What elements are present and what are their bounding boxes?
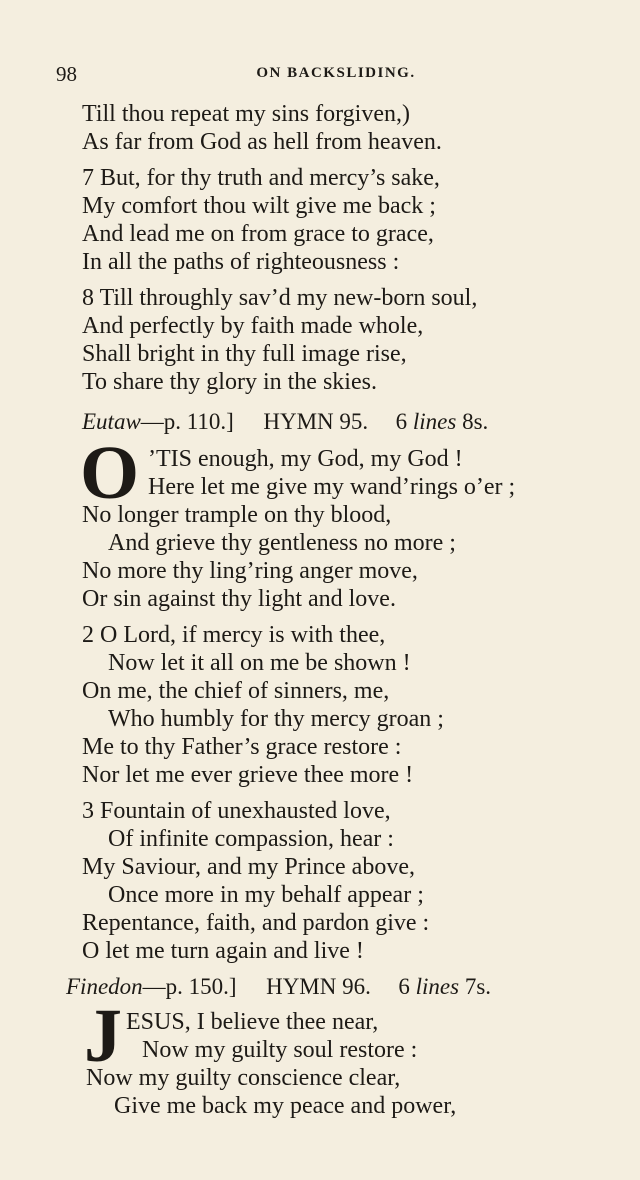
verse-line: Me to thy Father’s grace restore :: [82, 734, 402, 760]
lines-count: 6: [395, 409, 408, 434]
verse-line: Once more in my behalf appear ;: [108, 882, 424, 908]
tune-page-ref: —p. 150.]: [142, 974, 237, 999]
verse-line: In all the paths of righteousness :: [82, 249, 400, 275]
verse-line: O let me turn again and live !: [82, 938, 364, 964]
verse-line: And grieve thy gentleness no more ;: [108, 530, 456, 556]
verse-line: 7 But, for thy truth and mercy’s sake,: [82, 165, 440, 191]
verse-line: Who humbly for thy mercy groan ;: [108, 706, 444, 732]
drop-cap: O: [80, 431, 140, 515]
verse-line: Nor let me ever grieve thee more !: [82, 762, 414, 788]
tune-name: Finedon: [66, 974, 143, 999]
verse-line: 2 O Lord, if mercy is with thee,: [82, 622, 386, 648]
verse-line: 3 Fountain of unexhausted love,: [82, 798, 391, 824]
hymn-number: HYMN 95.: [263, 409, 369, 434]
verse-line: Or sin against thy light and love.: [82, 586, 396, 612]
hymn-96-title: [66, 973, 491, 1001]
running-title: ON BACKSLIDING.: [256, 65, 416, 81]
verse-line: Repentance, faith, and pardon give :: [82, 910, 430, 936]
verse-line: And lead me on from grace to grace,: [82, 221, 434, 247]
lines-word: lines: [415, 974, 460, 999]
hymn-number: HYMN 96.: [266, 974, 371, 999]
verse-line: Give me back my peace and power,: [114, 1093, 457, 1119]
verse-line: My comfort thou wilt give me back ;: [82, 193, 436, 219]
page-header: [56, 62, 616, 88]
verse-line: Of infinite compassion, hear :: [108, 826, 394, 852]
tune-page-ref: —p. 110.]: [140, 409, 234, 434]
hymn-95-title: [82, 408, 488, 436]
drop-cap: J: [84, 994, 122, 1078]
verse-line: ESUS, I believe thee near,: [126, 1009, 379, 1035]
verse-line: No longer trample on thy blood,: [82, 502, 392, 528]
verse-line: Till thou repeat my sins forgiven,): [82, 101, 410, 127]
verse-line: As far from God as hell from heaven.: [82, 129, 442, 155]
lines-word: lines: [412, 409, 457, 434]
page-number: 98: [56, 62, 77, 86]
verse-line: On me, the chief of sinners, me,: [82, 678, 390, 704]
verse-line: To share thy glory in the skies.: [82, 369, 377, 395]
verse-line: ’TIS enough, my God, my God !: [148, 446, 463, 472]
verse-line: No more thy ling’ring anger move,: [82, 558, 418, 584]
verse-line: Now my guilty conscience clear,: [86, 1065, 401, 1091]
verse-line: Now let it all on me be shown !: [108, 650, 411, 676]
verse-line: 8 Till throughly sav’d my new-born soul,: [82, 285, 478, 311]
verse-line: Shall bright in thy full image rise,: [82, 341, 407, 367]
meter: 8s.: [462, 409, 489, 434]
verse-line: My Saviour, and my Prince above,: [82, 854, 415, 880]
verse-line: Here let me give my wand’rings o’er ;: [148, 474, 516, 500]
lines-count: 6: [398, 974, 410, 999]
tune-name: Eutaw: [82, 409, 141, 434]
verse-line: And perfectly by faith made whole,: [82, 313, 424, 339]
verse-line: Now my guilty soul restore :: [142, 1037, 418, 1063]
meter: 7s.: [464, 974, 492, 999]
